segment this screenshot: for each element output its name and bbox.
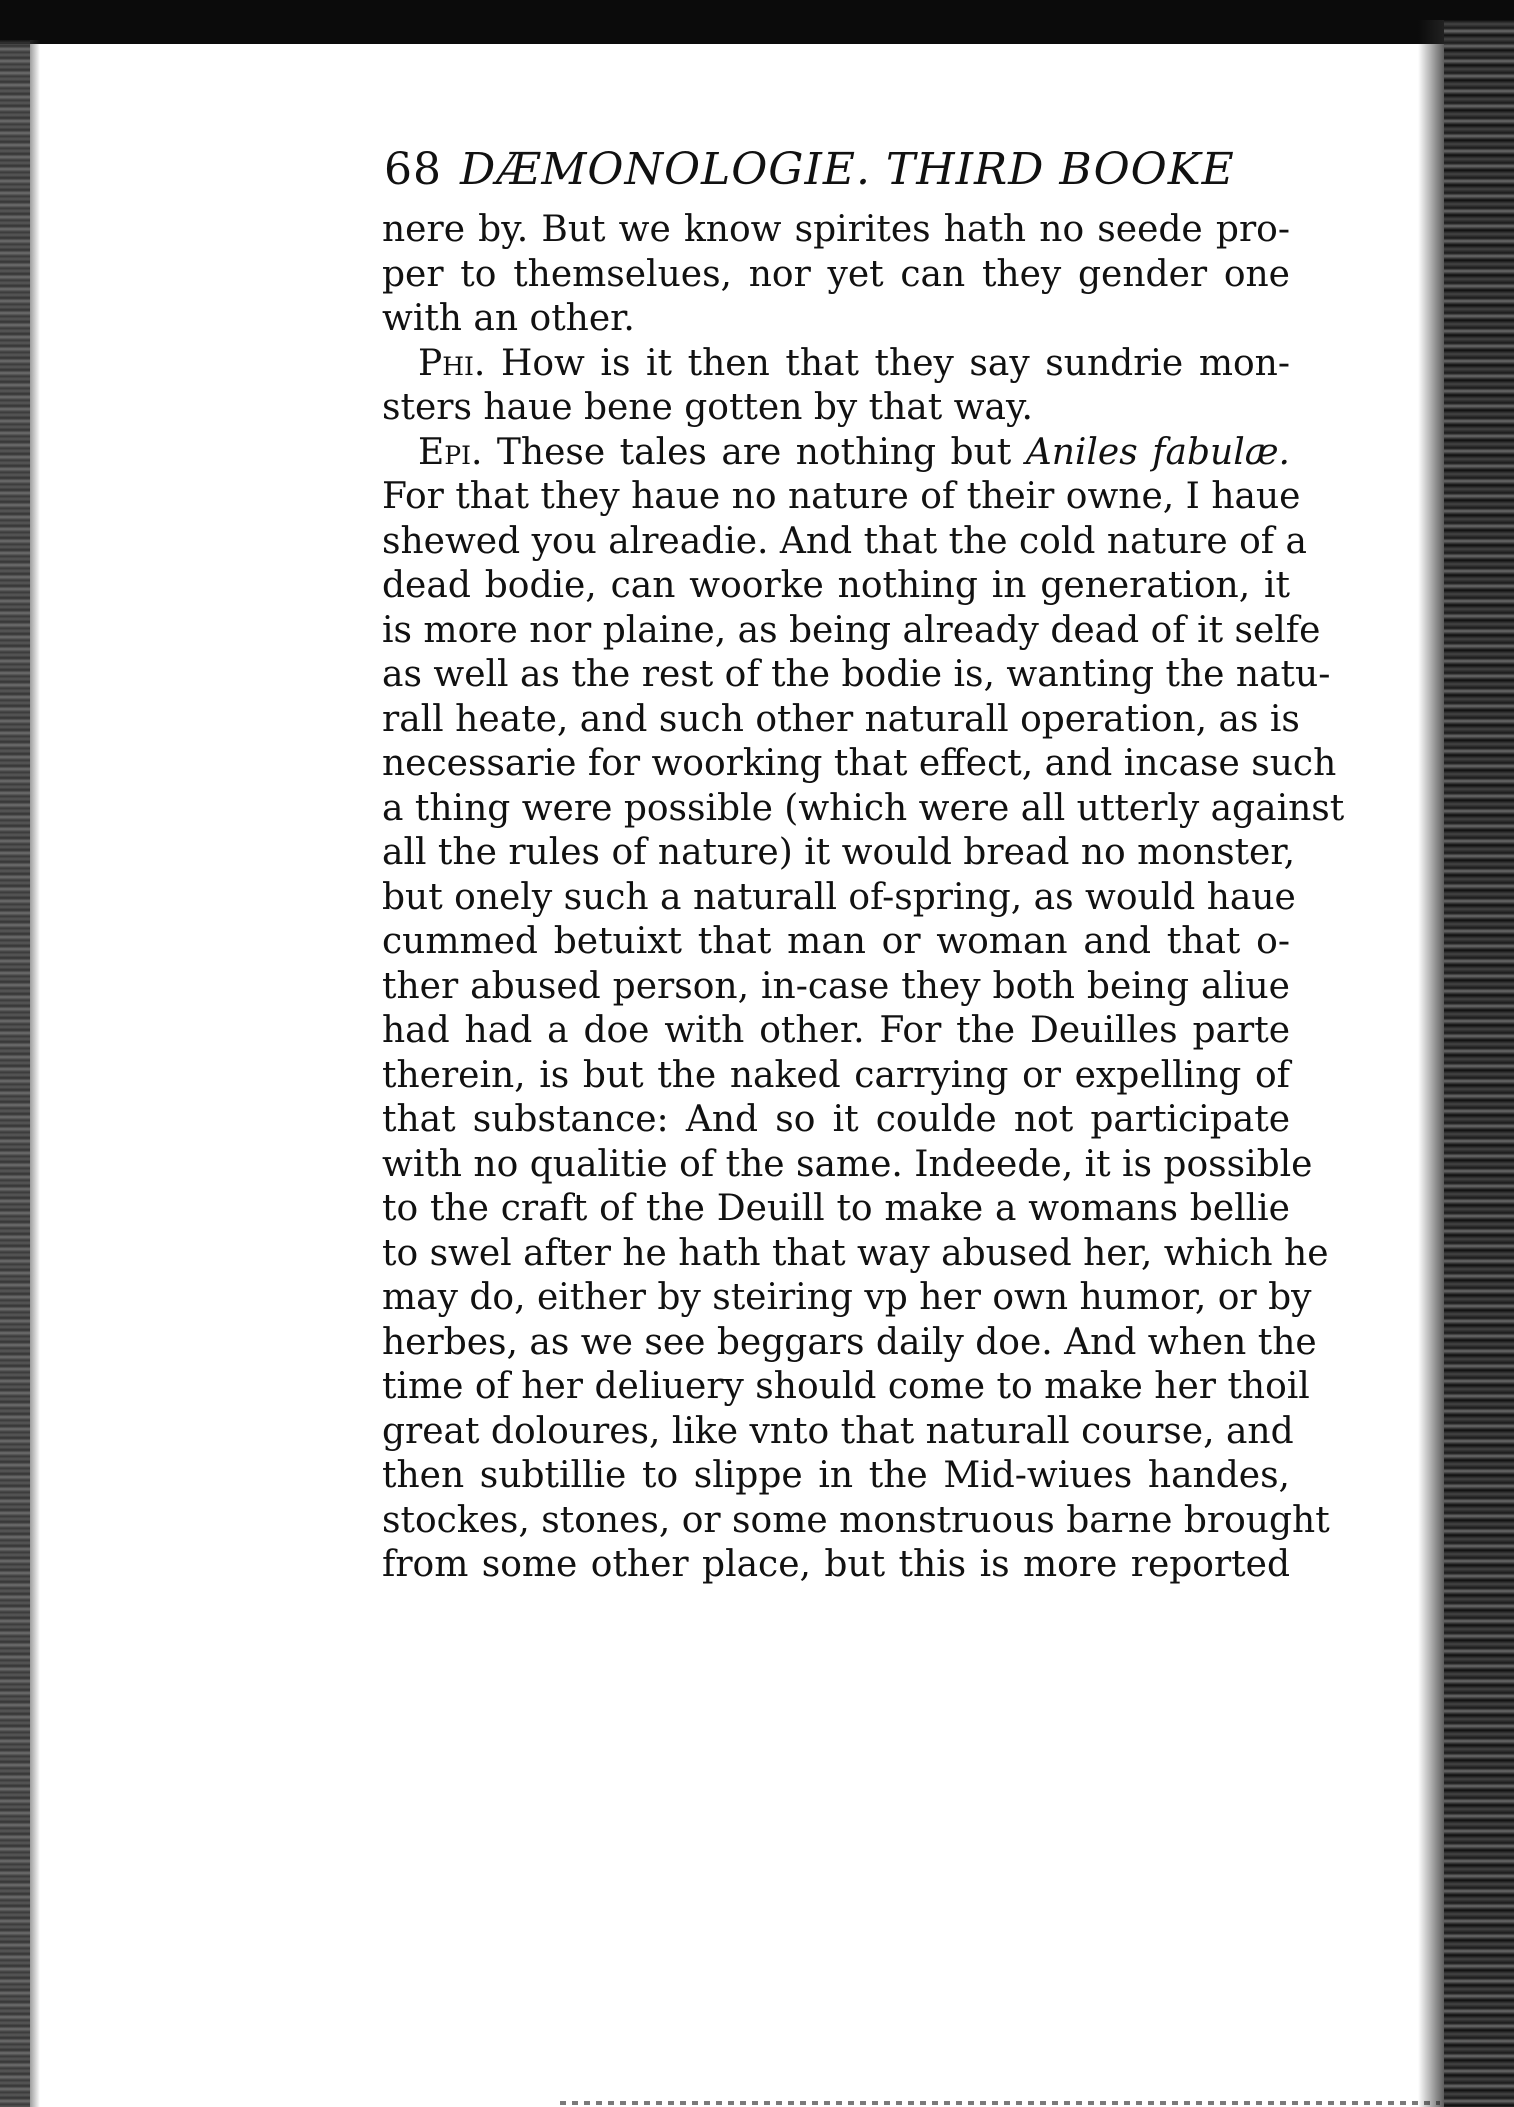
text-line: that substance: And so it coulde not participate	[382, 1099, 1290, 1140]
text-line: ther abused person, in-case they both being aliue	[382, 965, 1290, 1007]
scan-top-border	[0, 0, 1514, 44]
text-line: shewed you alreadie. And that the cold nature of a	[382, 520, 1308, 562]
page-number: 68	[384, 144, 442, 195]
running-head	[384, 140, 1290, 200]
text-line: then subtillie to slippe in the Mid-wiues handes,	[382, 1455, 1290, 1496]
text-line: dead bodie, can woorke nothing in generation, it	[382, 565, 1290, 606]
latin-phrase: Aniles fabulæ.	[1025, 431, 1290, 473]
text-line: For that they haue no nature of their owne, I haue	[382, 476, 1301, 517]
speaker-phi: Phi.	[418, 342, 486, 384]
text-line: had had a doe with other. For the Deuilles parte	[382, 1010, 1290, 1051]
text-line: therein, is but the naked carrying or expelling of	[382, 1054, 1290, 1096]
dialogue-text: These tales are nothing but	[496, 431, 1012, 473]
book-page	[382, 140, 1345, 1588]
scan-left-shadow	[30, 40, 40, 2107]
text-line: but onely such a naturall of-spring, as would haue	[382, 876, 1296, 918]
text-line: with no qualitie of the same. Indeede, it is possible	[382, 1143, 1313, 1185]
text-line: may do, either by steiring vp her own humor, or by	[382, 1277, 1312, 1318]
text-line: all the rules of nature) it would bread no monster,	[382, 832, 1296, 873]
text-line: necessarie for woorking that effect, and incase such	[382, 743, 1337, 784]
text-line: herbes, as we see beggars daily doe. And when the	[382, 1321, 1317, 1363]
text-line: from some other place, but this is more reported	[382, 1544, 1290, 1585]
speaker-epi: Epi.	[418, 431, 483, 473]
text-line: is more nor plaine, as being already dead of it selfe	[382, 609, 1321, 651]
text-line: stockes, stones, or some monstruous barne brought	[382, 1499, 1330, 1541]
scan-left-binding	[0, 40, 30, 2107]
text-line: sters haue bene gotten by that way.	[382, 387, 1033, 428]
text-line: per to themselues, nor yet can they gender one	[382, 253, 1290, 295]
text-line: nere by. But we know spirites hath no seede pro-	[382, 209, 1290, 250]
scan-right-page-edges	[1444, 20, 1514, 2107]
scan-bottom-edge	[560, 2101, 1440, 2105]
text-line: to swel after he hath that way abused her, which he	[382, 1232, 1329, 1274]
dialogue-text: How is it then that they say sundrie mon-	[500, 342, 1290, 384]
text-line: cummed betuixt that man or woman and that o-	[382, 921, 1290, 962]
text-line: great doloures, like vnto that naturall course, and	[382, 1410, 1294, 1452]
body-text	[382, 208, 1345, 1588]
text-line: with an other.	[382, 298, 635, 339]
text-line-epi	[382, 431, 1290, 476]
text-line: time of her deliuery should come to make her thoil	[382, 1366, 1310, 1407]
text-line: to the craft of the Deuill to make a womans bellie	[382, 1188, 1290, 1229]
text-line-phi	[382, 342, 1290, 387]
text-line: a thing were possible (which were all utterly against	[382, 787, 1345, 829]
running-title: DÆMONOLOGIE. THIRD BOOKE	[460, 144, 1235, 195]
text-line: as well as the rest of the bodie is, wanting the natu-	[382, 654, 1331, 695]
scan-right-shadow	[1418, 20, 1444, 2107]
text-line: rall heate, and such other naturall operation, as is	[382, 698, 1300, 740]
